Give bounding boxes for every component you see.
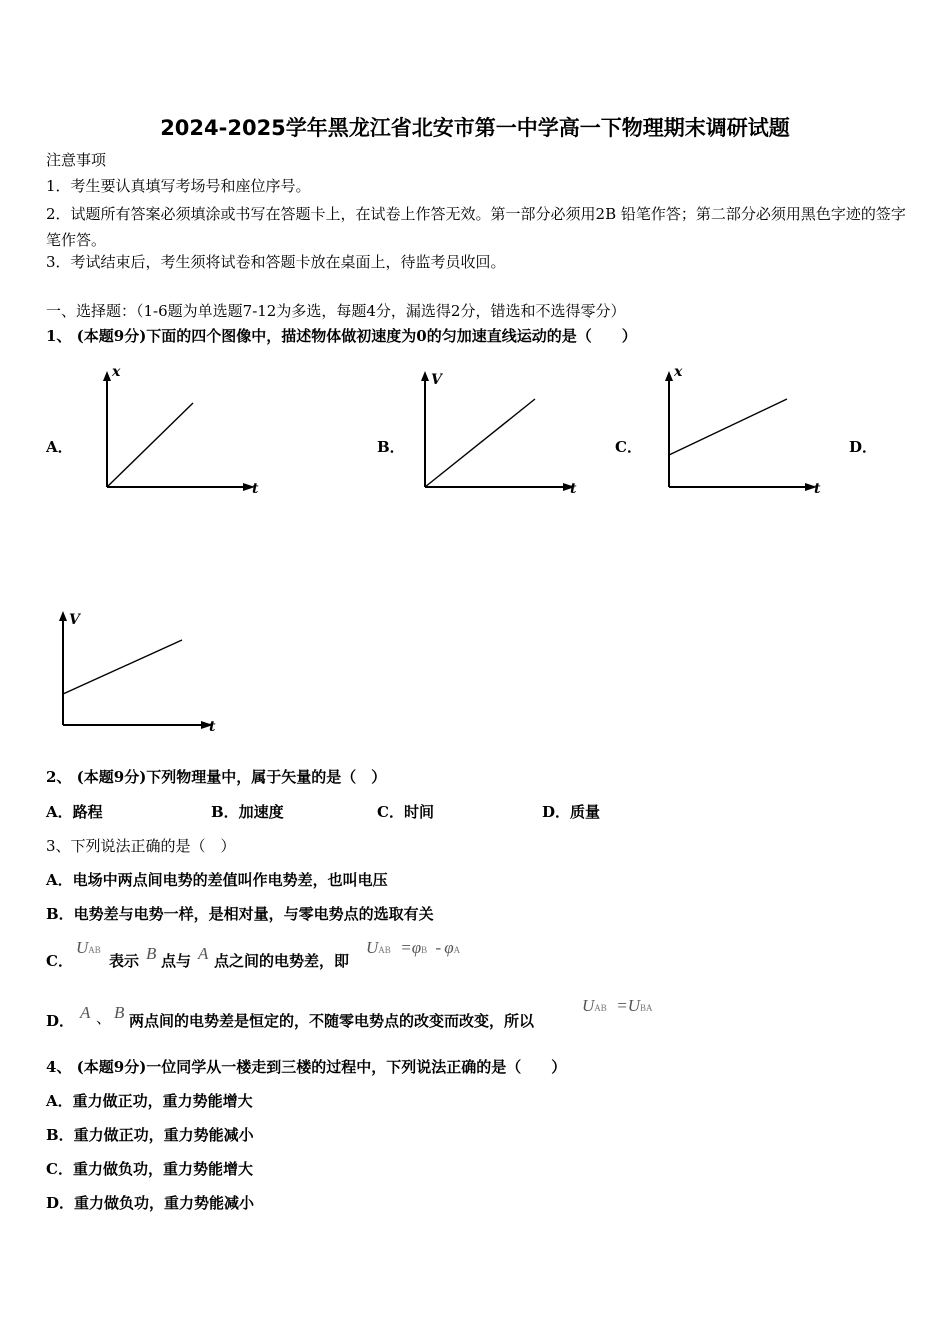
q2-option-d[interactable]: D．质量 <box>542 803 601 821</box>
q2-option-b[interactable]: B．加速度 <box>211 803 284 821</box>
y-axis-arrow <box>421 371 429 381</box>
q1-option-c[interactable]: C． <box>615 438 642 456</box>
q2-stem: 2、 (本题9分)下列物理量中，属于矢量的是（ ） <box>46 768 387 786</box>
q3-option-d-math-b: B <box>114 1003 125 1022</box>
q1-graph-c <box>657 365 837 500</box>
q3-option-d-text1: 、 <box>96 1009 112 1027</box>
q4-option-c[interactable]: C．重力做负功，重力势能增大 <box>46 1160 253 1178</box>
y-axis-label: V <box>431 372 442 388</box>
q4-option-a[interactable]: A．重力做正功，重力势能增大 <box>46 1092 253 1110</box>
q3-option-b[interactable]: B．电势差与电势一样，是相对量，与零电势点的选取有关 <box>46 905 434 923</box>
q4-stem: 4、 (本题9分)一位同学从一楼走到三楼的过程中，下列说法正确的是（ ） <box>46 1058 567 1076</box>
x-axis-label: t <box>252 481 259 497</box>
y-axis-label: x <box>674 364 683 380</box>
q3-option-c-label[interactable]: C． <box>46 952 73 970</box>
y-axis-label: x <box>112 364 121 380</box>
y-axis-label: V <box>69 612 80 628</box>
x-axis-label: t <box>814 481 821 497</box>
q4-option-b[interactable]: B．重力做正功，重力势能减小 <box>46 1126 254 1144</box>
q3-option-a[interactable]: A．电场中两点间电势的差值叫作电势差，也叫电压 <box>46 871 388 889</box>
q3-option-c-text1: 表示 <box>109 952 140 970</box>
q3-option-c-math-eq: UAB =φB - φA <box>366 938 461 957</box>
q3-option-d-math-a: A <box>80 1003 91 1022</box>
graph-line <box>107 403 193 487</box>
q4-option-d[interactable]: D．重力做负功，重力势能减小 <box>46 1194 255 1212</box>
y-axis-arrow <box>59 611 67 621</box>
q3-option-c-text3: 点之间的电势差，即 <box>214 952 350 970</box>
q1-option-a[interactable]: A． <box>46 438 73 456</box>
notice-heading: 注意事项 <box>46 151 107 169</box>
q1-graph-b <box>413 365 593 500</box>
graph-line <box>425 399 535 487</box>
graph-line <box>63 640 182 694</box>
section-heading: 一、选择题：（1-6题为单选题7-12为多选，每题4分，漏选得2分，错选和不选得零分） <box>46 302 626 320</box>
q2-option-a[interactable]: A．路程 <box>46 803 103 821</box>
q1-option-d[interactable]: D． <box>849 438 878 456</box>
y-axis-arrow <box>103 371 111 381</box>
q3-option-c-math-a: A <box>198 944 209 963</box>
q1-option-b[interactable]: B． <box>377 438 405 456</box>
q3-stem: 3、下列说法正确的是（ ） <box>46 837 236 855</box>
graph-line <box>669 399 787 455</box>
q2-option-c[interactable]: C．时间 <box>377 803 434 821</box>
q1-graph-a <box>95 365 275 500</box>
notice-item-3: 3．考试结束后，考生须将试卷和答题卡放在桌面上，待监考员收回。 <box>46 253 506 271</box>
q3-option-c-math-b: B <box>146 944 157 963</box>
q1-stem: 1、 (本题9分)下面的四个图像中，描述物体做初速度为0的匀加速直线运动的是（ ） <box>46 327 637 345</box>
q1-graph-d <box>51 605 231 740</box>
q3-option-d-math-eq: UAB =UBA <box>582 996 653 1015</box>
q3-option-d-text2: 两点间的电势差是恒定的，不随零电势点的改变而改变，所以 <box>129 1012 535 1030</box>
notice-item-1: 1．考生要认真填写考场号和座位序号。 <box>46 177 311 195</box>
q3-option-c-math-uab: UAB <box>76 938 101 957</box>
page-title: 2024-2025学年黑龙江省北安市第一中学高一下物理期末调研试题 <box>160 116 790 140</box>
q3-option-c-text2: 点与 <box>161 952 192 970</box>
q3-option-d-label[interactable]: D． <box>46 1012 75 1030</box>
notice-item-2: 2．试题所有答案必须填涂或书写在答题卡上，在试卷上作答无效。第一部分必须用2B 铅笔作答；第二部分必须用黑色字迹的签字笔作答。 <box>46 205 906 249</box>
x-axis-label: t <box>209 719 216 735</box>
x-axis-label: t <box>570 481 577 497</box>
y-axis-arrow <box>665 371 673 381</box>
